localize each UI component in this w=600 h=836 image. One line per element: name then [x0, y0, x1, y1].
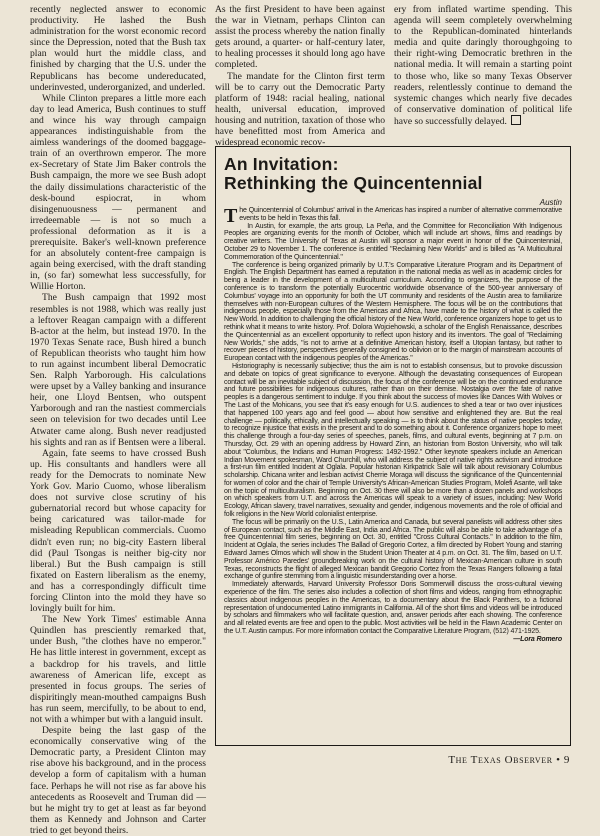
article-column-2	[215, 4, 385, 148]
sidebar-body	[224, 207, 562, 644]
publication-name: The Texas Observer	[448, 754, 553, 766]
folio-separator: •	[552, 754, 564, 766]
article-paragraph: While Clinton prepares a little more each day to lead America, Bush continues to stuff and wince his way through campaign appearances indistinguishable from the aimless wanderings of the doomed baggage-train of an overthrown emperor. The more ex-Secretary of State Jim Baker controls the Bush campaign, the more we see Bush adopt the daily dissimulations characteristic of the desk-bound espiocrat, in whom disingenuousness — permanent and irredeemable — is not so much a professional deformation as it is a prerequisite. Baker's well-known preference for an absolutely content-free campaign is again being exercised, with the draft standing in, (so far) somewhat less successfully, for Willie Horton.	[30, 92, 206, 293]
article-paragraph: As the first President to have been against the war in Vietnam, perhaps Clinton can assist the process whereby the nation finally gets around, a quarter- or half-century later, to healing processes it should long ago have completed.	[215, 4, 385, 71]
drop-cap: T	[224, 205, 238, 227]
article-column-3	[394, 4, 572, 127]
article-paragraph: Again, fate seems to have crossed Bush up. His consultants and handlers were all ready for the Democrats to nominate New York Gov. Mario Cuomo, whose liberalism does not survive close scrutiny of his gubernatorial record but whose capacity for being caricatured was tailor-made for misleading Republican commercials. Cuomo didn't even run; no big-city Eastern liberal did (Paul Tsongas is neither big-city nor liberal.) But the Bush campaign is still fixated on Eastern liberalism as the enemy, and has a correspondingly difficult time forcing Clinton into the mold they have so lovingly built for him.	[30, 447, 206, 615]
sidebar-paragraph: In Austin, for example, the arts group, La Peña, and the Committee for Reconciliation With Indigenous Peoples are organizing events for the month of October, which will include art shows, films and readings by creative writers. The University of Texas at Austin will sponsor a major event in honor of the Quincentennial, October 29 to November 1. The conference is entitled "Reclaiming New Worlds" and is billed as "A Multicultural Commemoration of the Quincentennial."	[224, 222, 562, 261]
sidebar-paragraph: Immediately afterwards, Harvard University Professor Doris Sommerwill discuss the cross-cultural viewing experience of the film. The series also includes a collection of short films and videos, ranging from ethnographic classics about indigenous peoples in the Americas, to a documentary about the Black Panthers, to a fictional representation of undocumented Latino immigrants in California. All of the short films and videos will be introduced by scholars and filmmakers who will facilitate question, and, answer periods after each showing. The conference and all related events are free and open to the public. Most activities will be held in the Flawn Academic Center on the U.T. Austin campus. For more information contact the Comparative Literature Program, (512) 471-1925.	[224, 581, 562, 636]
article-paragraph: The mandate for the Clinton first term will be to carry out the Democratic Party platform of 1948: racial healing, national health, universal education, improved housing and nutrition, taxation of those who have benefitted most from America and widespread economic recov-	[215, 70, 385, 149]
sidebar-title	[224, 155, 562, 193]
page-number: 9	[563, 754, 570, 766]
article-paragraph: Despite being the last gasp of the economically conservative wing of the Democratic party, a President Clinton may rise above his background, and in the process develop a form of capitalism with a human face. Perhaps he will not rise as far above his antecedents as Roosevelt and Truman did — but he might try to get at least as far beyond them as Kennedy and Johnson and Carter tried to get beyond theirs.	[30, 725, 206, 836]
sidebar-paragraph: The focus will be primarily on the U.S., Latin America and Canada, but several panelists will address other sites of European contact, such as the Middle East, India and Africa. The public will also be able to take advantage of a free Quincentennial film series, beginning on Oct. 30, entitled "Cross Cultural Contacts." In addition to the film, Incident at Oglala, the series includes The Ballad of Gregorio Cortez, a film directed by Robert Young and starring Edward James Olmos which will show in the Student Union Theater at 4 p.m. on Oct. 31. The film, based on U.T. Professor Américo Paredes' groundbreaking work on the cultural history of Mexican-American culture in south Texas, reconstructs the flight of alleged Mexican bandit Gregorio Cortez from the Texas Rangers following a fatal exchange of gunfire stemming from a linguistic misunderstanding over a horse.	[224, 518, 562, 581]
sidebar-paragraph: Historiography is necessarily subjective; thus the aim is not to establish consensus, but to provoke discussion and debate on topics of great significance to everyone. Although the devastating consequences of European contact will be an inevitable subject of discussion, the focus of the conference will be on the continued endurance and future possibilities for indigenous cultures, rather than on their demise. Nostalgia over the fate of native peoples is a dangerous sentiment to indulge. If you think about the success of movies like Dances With Wolves or The Last of the Mohicans, you see that it's easy enough for U.S. audiences to shed a tear or two over injustices that happened 100 years ago and feel good — about how sensitive and enlightened they are. But the real challenge — politically, ethically, and intellectually speaking — is to think about the status of native peoples today, to recognize injustice that exists in the present and to do something about it. Conference organizers hope to meet this challenge through a four-day series of speeches, panels, films, and cultural events, beginning at 7 p.m. on Thursday, Oct. 29 with an opening address by Howard Zinn, an historian from Boston University, who will talk about "Columbus, the Indians and Human Progress: 1492-1992." Other keynote speakers include an American Indian Movement spokesman, Ward Churchill, who will address the subject of native rights activism and introduce a first-run film entitled Incident at Oglala. Popular historian Kirkpatrick Sale will talk about revisionary Columbus scholarship. Chicana writer and lesbian activist Cherrie Moraga will discuss the significance of the Quincentennial for women of color and the chair of Temple University's African-American Studies Program, Molefi Asante, will take on the topic of multiculturalism. Beginning on Oct. 30 there will also be more than a dozen panels and workshops on which speakers from U.T. and across the Americas will speak to a variety of issues, including: New World Ecology, African slavery, travel narratives, sexuality and gender, indigenous movements and the role of official and folk religions in the New World colonialist enterprise.	[224, 362, 562, 519]
article-paragraph: The New York Times' estimable Anna Quindlen has presciently remarked that, under Bush, "the clothes have no emperor." He has little interest in government, except as a backdrop for his travels, and little awareness of American life, except as presented in focus groups. The series of dispiritingly mean-mouthed campaigns Bush has run seem, mercifully, to be about to end, not with a whimper but with a languid insult.	[30, 614, 206, 725]
sidebar-paragraph: The conference is being organized primarily by U.T.'s Comparative Literature Program and its Department of English. The English Department has earned a reputation in the national media as well as in academic circles for being a leader in the development of a multicultural curriculum. According to organizers, the purpose of the conference is to transform the potentially Eurocentric worldwide observance of the 500-year anniversary of Columbus' voyage into an opportunity for both the UT community and residents of the Austin area to familiarize themselves with non-European cultures of the Western Hemisphere. The focus will be on the contributions that indigenous people, especially those from the Americas and Africa, have made to the history of what is called the New World. In addition to challenging the official history of the New World, conference organizers hope to get us to rethink what it means to write history. Prof. Dolora Wojciehowski, a scholar of the English Renaissance, describes the Quincentennial as an excellent opportunity to reflect upon history and its inventors. The goal of "Reclaiming New Worlds," she adds, "is not to arrive at a definitive American history, itself a Utopian fantasy, but rather to recover pieces of history, perspectives generally consigned to oblivion or to the margin of mainstream accounts of European contact with the indigenous peoples of the Americas."	[224, 261, 562, 363]
article-paragraph: The Bush campaign that 1992 most resembles is not 1988, which was really just a leftover Reagan campaign with a different B-actor at the helm, but instead 1970. In the 1970 Texas Senate race, Bush hired a bunch of Republican theorists who taught him how to run against incumbent liberal Democratic Sen. Ralph Yarborough. His calculations were upset by a Valley banking and insurance heir, one Lloyd Bentsen, who outspent Yarborough and ran the nastiest commercials seen on television for two decades until Lee Atwater came along. Bush never readjusted his sights and ran as if Bentsen were a liberal.	[30, 292, 206, 448]
page-folio	[448, 754, 570, 766]
article-paragraph: recently neglected answer to economic productivity. He lashed the Bush administration for the worst economic record since the Depression, noted that the Bush tax plan would hurt the middle class, and finished by charging that the U.S. under the Republicans has become undereducated, underinvested, underorganized, and underled.	[30, 4, 206, 93]
article-column-1	[30, 4, 206, 836]
sidebar-dateline: Austin	[539, 198, 562, 207]
end-of-article-mark	[511, 115, 521, 125]
article-paragraph: ery from inflated wartime spending. This agenda will seem completely overwhelming to the Republican-dominated hinterlands media and quite daringly thoroughgoing to their right-wing Democratic brethren in the national media. It will remain a starting point to those who, like so many Texas Observer readers, relentlessly continue to demand the systemic changes which nearly five decades of conservative domination of political life have so successfully delayed.	[394, 4, 572, 127]
sidebar-title-line-1: An Invitation:	[224, 154, 339, 174]
sidebar-title-line-2: Rethinking the Quincentennial	[224, 173, 483, 193]
invitation-sidebar	[215, 146, 571, 746]
sidebar-author: —Lora Romero	[513, 635, 562, 643]
sidebar-paragraph: The Quincentennial of Columbus' arrival in the Americas has inspired a number of alternative commemorative events to be held in Texas this fall.	[224, 205, 562, 227]
